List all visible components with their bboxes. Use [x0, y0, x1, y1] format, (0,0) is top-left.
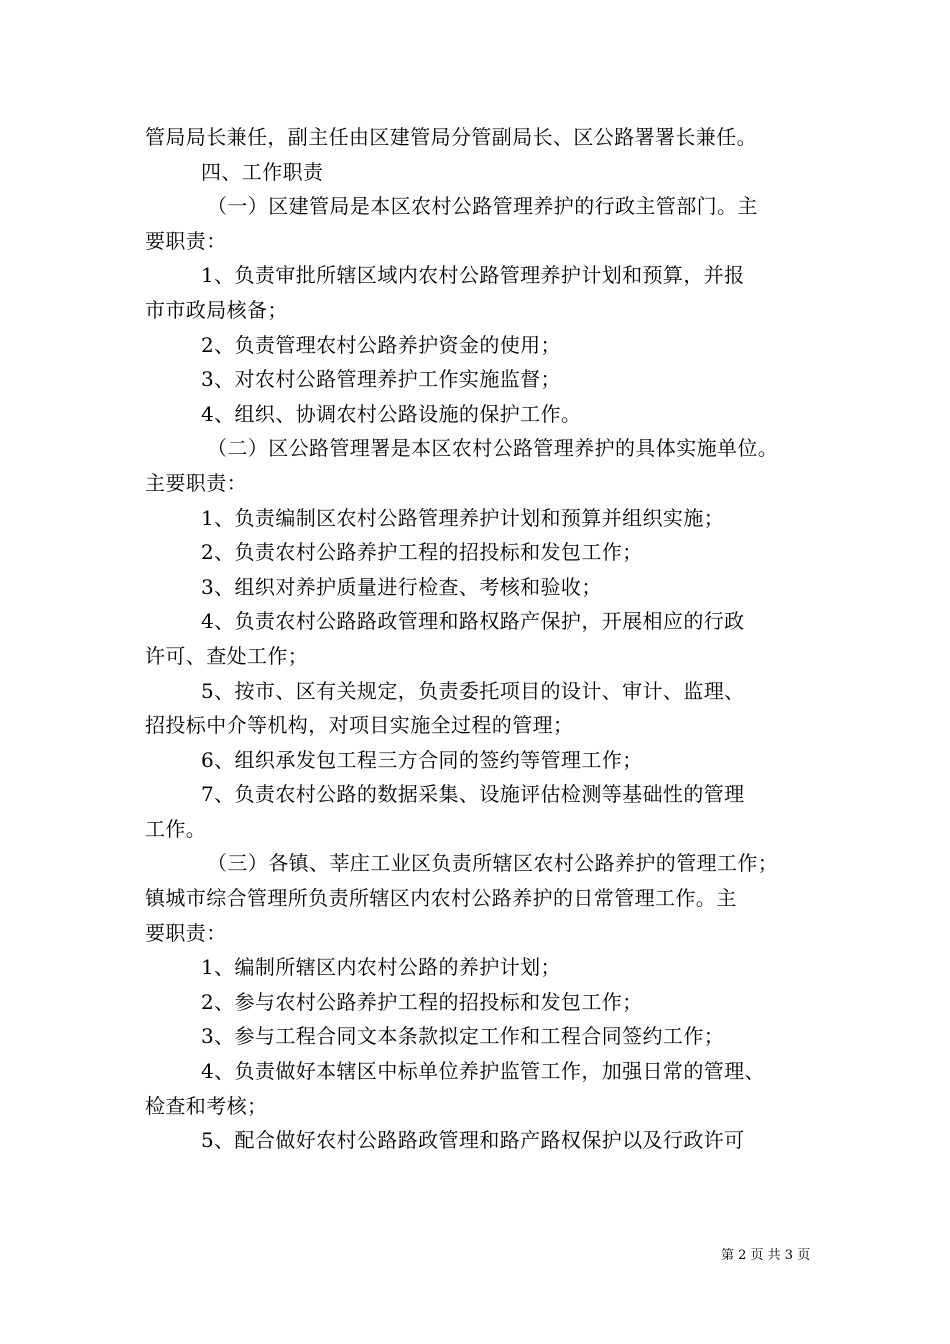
text-line: （三）各镇、莘庄工业区负责所辖区农村公路养护的管理工作； [207, 851, 779, 876]
text-line: 许可、查处工作； [145, 643, 309, 668]
list-item: 3、组织对养护质量进行检查、考核和验收； [201, 574, 602, 599]
text-line: 要职责： [145, 920, 227, 945]
list-item: 2、负责管理农村公路养护资金的使用； [201, 332, 561, 357]
list-item: 1、负责编制区农村公路管理养护计划和预算并组织实施； [201, 505, 725, 530]
text-line: （一）区建管局是本区农村公路管理养护的行政主管部门。主 [207, 194, 758, 219]
list-item: 3、对农村公路管理养护工作实施监督； [201, 367, 561, 392]
list-item: 4、组织、协调农村公路设施的保护工作。 [201, 401, 582, 426]
text-line: 招投标中介等机构，对项目实施全过程的管理； [145, 713, 574, 738]
text-line: 主要职责： [145, 470, 247, 495]
list-item: 5、配合做好农村公路路政管理和路产路权保护以及行政许可 [201, 1128, 745, 1153]
list-item: 2、负责农村公路养护工程的招投标和发包工作； [201, 540, 643, 565]
list-item: 4、负责农村公路路政管理和路权路产保护，开展相应的行政 [201, 609, 745, 634]
list-item: 2、参与农村公路养护工程的招投标和发包工作； [201, 989, 643, 1014]
document-body [145, 120, 815, 1158]
list-item: 7、负责农村公路的数据采集、设施评估检测等基础性的管理 [201, 782, 745, 807]
text-line: 管局局长兼任，副主任由区建管局分管副局长、区公路署署长兼任。 [145, 125, 757, 149]
text-line: （二）区公路管理署是本区农村公路管理养护的具体实施单位。 [207, 436, 779, 461]
list-item: 1、编制所辖区内农村公路的养护计划； [201, 955, 561, 980]
text-line: 镇城市综合管理所负责所辖区内农村公路养护的日常管理工作。主 [145, 886, 737, 911]
text-line: 工作。 [145, 816, 207, 841]
page-number: 第 2 页 共 3 页 [721, 1248, 811, 1263]
list-item: 3、参与工程合同文本条款拟定工作和工程合同签约工作； [201, 1024, 725, 1049]
list-item: 6、组织承发包工程三方合同的签约等管理工作； [201, 747, 643, 772]
list-item: 4、负责做好本辖区中标单位养护监管工作，加强日常的管理、 [201, 1059, 765, 1084]
text-line: 检查和考核； [145, 1093, 268, 1118]
section-heading: 四、工作职责 [201, 159, 324, 184]
text-line: 要职责： [145, 228, 227, 253]
text-line: 市市政局核备； [145, 297, 288, 322]
list-item: 5、按市、区有关规定，负责委托项目的设计、审计、监理、 [201, 678, 745, 703]
list-item: 1、负责审批所辖区域内农村公路管理养护计划和预算，并报 [201, 263, 745, 288]
